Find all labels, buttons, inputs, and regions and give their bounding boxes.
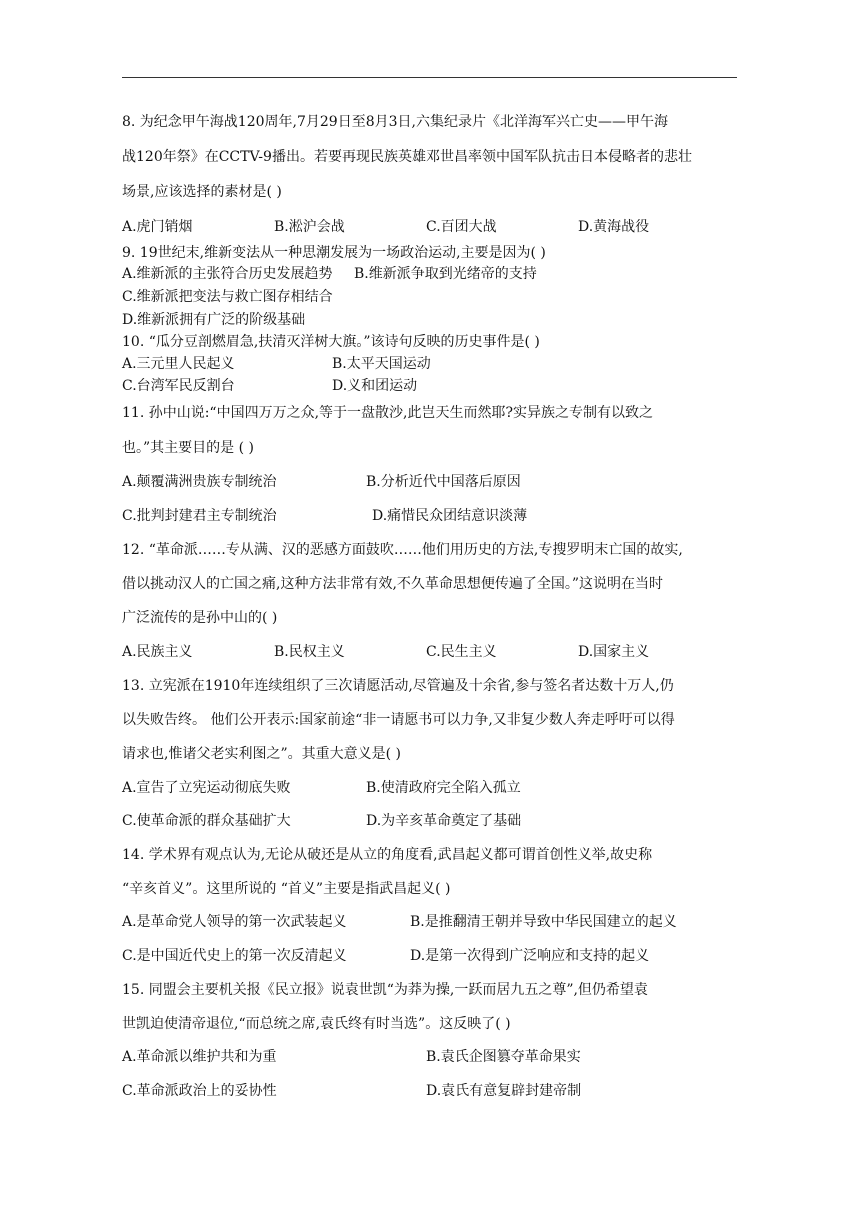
question-14-option-b: B.是推翻清王朝并导致中华民国建立的起义	[410, 914, 677, 930]
question-15-options-row-2	[122, 1082, 742, 1100]
question-10-option-d: D.义和团运动	[332, 378, 418, 394]
question-12-option-c: C.民生主义	[426, 644, 497, 660]
question-14-stem-line-1: 14. 学术界有观点认为,无论从破还是从立的角度看,武昌起义都可谓首创性义举,故史称	[122, 847, 653, 863]
question-10-options-row-1	[122, 355, 742, 373]
question-12-option-b: B.民权主义	[274, 644, 345, 660]
question-8-stem-line-3: 场景,应该选择的素材是( )	[122, 184, 282, 200]
question-11-stem-line-1: 11. 孙中山说:“中国四万万之众,等于一盘散沙,此岂天生而然耶?实异族之专制有以致之	[122, 405, 653, 421]
question-12-options	[122, 643, 742, 661]
header-rule	[122, 77, 737, 78]
question-13-options-row-2	[122, 812, 742, 830]
question-15-options-row-1	[122, 1048, 742, 1066]
question-11-option-b: B.分析近代中国落后原因	[366, 474, 521, 490]
question-11-option-a: A.颠覆满洲贵族专制统治	[122, 474, 277, 490]
question-13-stem-line-1: 13. 立宪派在1910年连续组织了三次请愿活动,尽管遍及十余省,参与签名者达数十万人,仍	[122, 678, 674, 694]
question-15-option-d: D.袁氏有意复辟封建帝制	[426, 1083, 582, 1099]
question-10-option-c: C.台湾军民反割台	[122, 378, 235, 394]
question-15-option-c: C.革命派政治上的妥协性	[122, 1083, 277, 1099]
question-14-option-d: D.是第一次得到广泛响应和支持的起义	[410, 948, 650, 964]
question-8-option-b: B.淞沪会战	[274, 219, 345, 235]
question-14-stem-line-2: “辛亥首义”。这里所说的 “首义”主要是指武昌起义( )	[122, 881, 451, 897]
question-14-option-c: C.是中国近代史上的第一次反清起义	[122, 948, 347, 964]
question-12-stem-line-1: 12. “革命派……专从满、汉的恶感方面鼓吹……他们用历史的方法,专搜罗明末亡国的故实,	[122, 542, 683, 558]
question-8-options	[122, 218, 742, 236]
question-10-options-row-2	[122, 377, 742, 395]
question-13-option-b: B.使清政府完全陷入孤立	[366, 780, 521, 796]
question-8-stem-line-1: 8. 为纪念甲午海战120周年,7月29日至8月3日,六集纪录片《北洋海军兴亡史——甲午海	[122, 114, 668, 130]
question-8-stem-line-2: 战120年祭》在CCTV-9播出。若要再现民族英雄邓世昌率领中国军队抗击日本侵略者的悲壮	[122, 149, 692, 165]
question-15-stem-line-1: 15. 同盟会主要机关报《民立报》说袁世凯“为莽为操,一跃而居九五之尊”,但仍希望袁	[122, 982, 648, 998]
question-12-stem-line-2: 借以挑动汉人的亡国之痛,这种方法非常有效,不久革命思想便传遍了全国。”这说明在当时	[122, 576, 664, 592]
question-9-option-b: B.维新派争取到光绪帝的支持	[354, 266, 537, 282]
question-12-stem-line-3: 广泛流传的是孙中山的( )	[122, 610, 278, 626]
question-9-option-c: C.维新派把变法与救亡图存相结合	[122, 289, 333, 305]
question-10-stem-line-1: 10. “瓜分豆剖燃眉急,扶清灭洋树大旗。”该诗句反映的历史事件是( )	[122, 334, 540, 350]
question-15-option-b: B.袁氏企图篡夺革命果实	[426, 1049, 581, 1065]
question-12-option-a: A.民族主义	[122, 644, 193, 660]
question-11-option-d: D.痛惜民众团结意识淡薄	[372, 508, 528, 524]
question-13-option-c: C.使革命派的群众基础扩大	[122, 813, 291, 829]
question-9-option-d: D.维新派拥有广泛的阶级基础	[122, 312, 306, 328]
question-8-option-a: A.虎门销烟	[122, 219, 193, 235]
question-14-option-a: A.是革命党人领导的第一次武装起义	[122, 914, 347, 930]
question-9-options-row-1	[122, 265, 742, 283]
question-8-option-c: C.百团大战	[426, 219, 497, 235]
question-15-option-a: A.革命派以维护共和为重	[122, 1049, 277, 1065]
question-10-option-a: A.三元里人民起义	[122, 356, 235, 372]
question-9-stem-line-1: 9. 19世纪末,维新变法从一种思潮发展为一场政治运动,主要是因为( )	[122, 245, 546, 261]
question-11-options-row-2	[122, 507, 742, 525]
question-11-stem-line-2: 也。”其主要目的是 ( )	[122, 440, 254, 456]
question-13-option-a: A.宣告了立宪运动彻底失败	[122, 780, 291, 796]
question-13-options-row-1	[122, 779, 742, 797]
question-12-option-d: D.国家主义	[578, 644, 650, 660]
question-13-stem-line-3: 请求也,惟诸父老实利图之”。其重大意义是( )	[122, 746, 401, 762]
question-14-options-row-2	[122, 947, 742, 965]
question-15-stem-line-2: 世凯迫使清帝退位,“而总统之席,袁氏终有时当选”。这反映了( )	[122, 1016, 511, 1032]
question-9-option-a: A.维新派的主张符合历史发展趋势	[122, 266, 333, 282]
question-14-options-row-1	[122, 913, 742, 931]
question-13-stem-line-2: 以失败告终。 他们公开表示:国家前途“非一请愿书可以力争,又非复少数人奔走呼吁可以得	[122, 712, 675, 728]
question-8-option-d: D.黄海战役	[578, 219, 650, 235]
question-11-option-c: C.批判封建君主专制统治	[122, 508, 277, 524]
question-10-option-b: B.太平天国运动	[332, 356, 431, 372]
question-13-option-d: D.为辛亥革命奠定了基础	[366, 813, 522, 829]
question-11-options-row-1	[122, 473, 742, 491]
